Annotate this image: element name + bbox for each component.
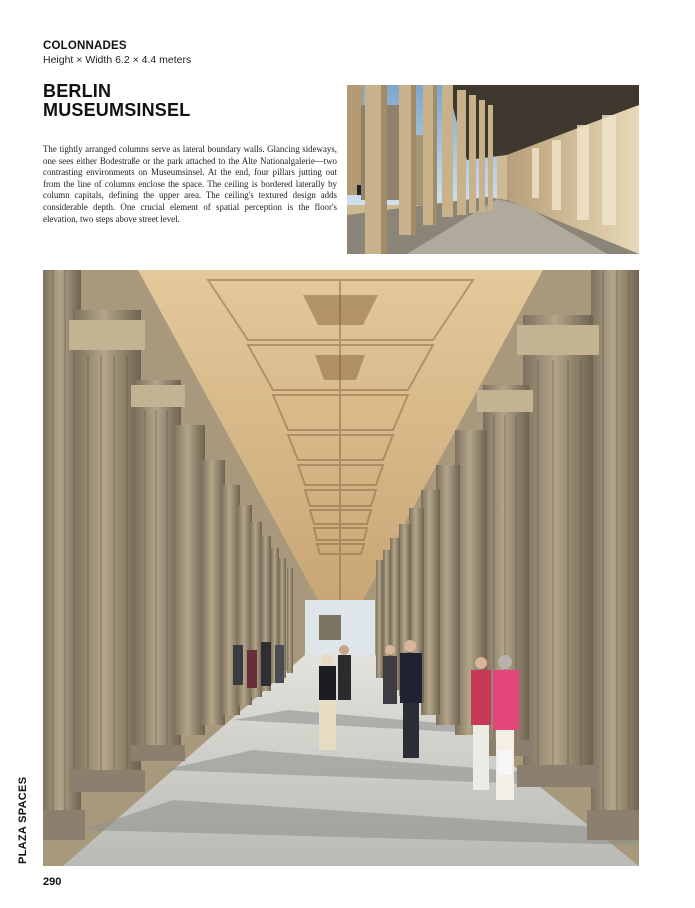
article-body: The tightly arranged columns serve as lateral boundary walls. Glancing sideways, one sees either Bodestraße or the park attached to the Alte Nationalgalerie—two contrasting environments on Museumsinsel. At the end, four pillars jutting out from the line of columns enclose the space. The ceiling is bordered laterally by column capitals, defining the upper area. The ceiling's textured design adds considerable depth. One crucial element of spatial perception is the floor's elevation, two steps above street level.	[43, 144, 337, 224]
title-line-1: BERLIN	[43, 81, 112, 101]
photo-colonnade-side-view	[347, 85, 639, 254]
section-label: COLONNADES	[43, 40, 127, 52]
title-line-2: MUSEUMSINSEL	[43, 100, 191, 120]
side-section-label: PLAZA SPACES	[17, 776, 29, 864]
page-number: 290	[43, 876, 62, 888]
dimensions-subtitle: Height × Width 6.2 × 4.4 meters	[43, 54, 192, 66]
photo-colonnade-central-view	[43, 270, 639, 866]
page-title	[43, 82, 190, 120]
